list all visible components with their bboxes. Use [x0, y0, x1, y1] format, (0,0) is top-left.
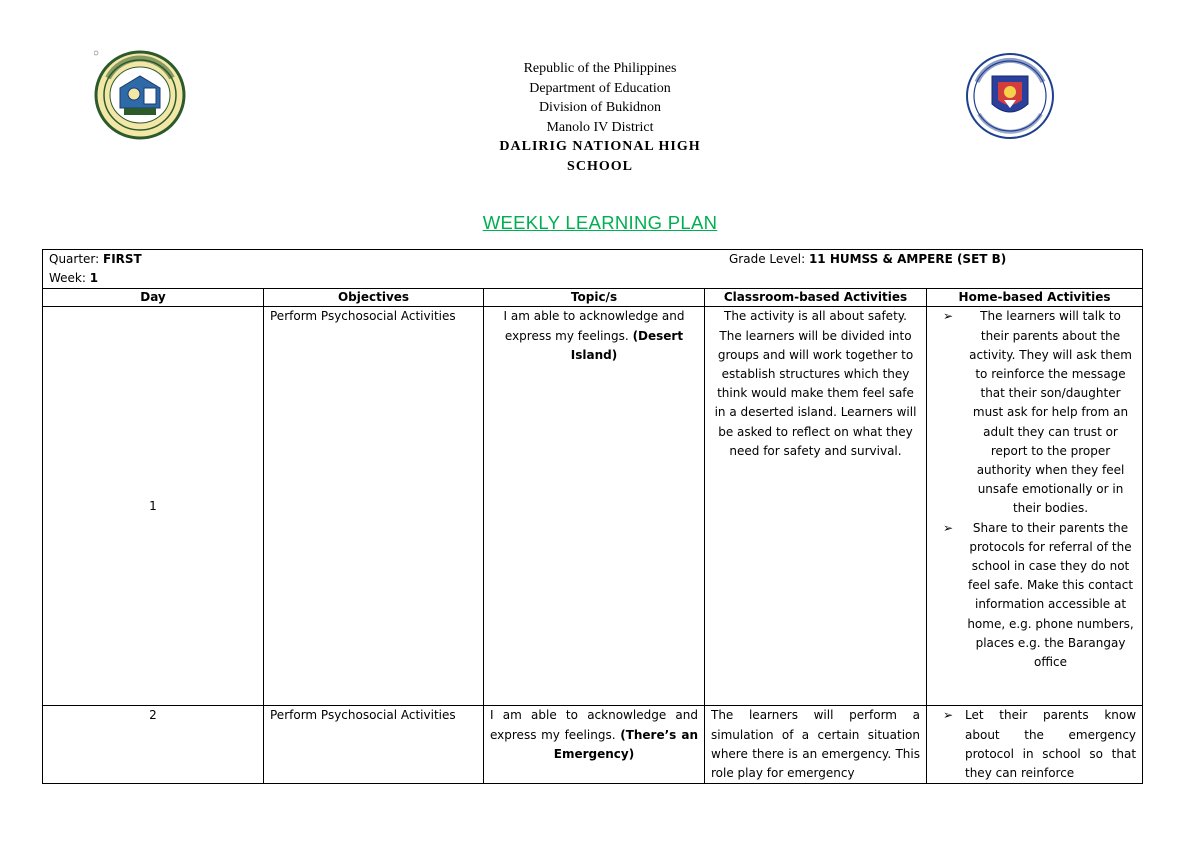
objective-cell: Perform Psychosocial Activities [264, 307, 484, 706]
grade-level-field [729, 250, 1006, 269]
home-activity-cell [927, 706, 1143, 784]
topic-text: I am able to acknowledge and express my feelings. [503, 309, 685, 343]
grade-level-value: 11 HUMSS & AMPERE (SET B) [808, 252, 1007, 266]
header-objectives: Objectives [264, 289, 484, 307]
letterhead-school-name-2: SCHOOL [567, 158, 633, 174]
list-item [933, 706, 1136, 783]
letterhead-school-name-1: DALIRIG NATIONAL HIGH [499, 139, 701, 154]
quarter-value: FIRST [103, 252, 142, 266]
home-activity-cell [927, 307, 1143, 706]
topic-wrap [490, 706, 698, 783]
week-value: 1 [89, 271, 99, 286]
home-activity-text: Share to their parents the protocols for referral of the school in case they do not feel safe. Make this contact information accessible at home, e.g. phone numbers, places e.g. the Barangay office [967, 520, 1134, 670]
topic-text: I am able to acknowledge and express my feelings. [490, 708, 698, 742]
home-activity-text: Let their parents know about the emergency protocol in school so that they can reinforce [965, 708, 1137, 781]
header-topics: Topic/s [484, 289, 705, 307]
classroom-activity-cell: The activity is all about safety. The learners will be divided into groups and will work together to establish structures which they think would make them feel safe in a deserted island. Learners will be asked to reflect on what they need for safety and survival. [705, 307, 927, 706]
arrow-bullet-icon: ➢ [943, 708, 954, 723]
classroom-activity-cell [705, 706, 927, 784]
arrow-bullet-icon: ➢ [943, 309, 954, 324]
topic-title: (Desert Island) [570, 328, 684, 362]
table-row [43, 307, 1143, 706]
quarter-field [49, 250, 729, 269]
home-activity-text: The learners will talk to their parents about the activity. They will ask them to reinforce the message that their son/daughter must ask for help from an adult they can trust or report to the proper authority when they feel unsafe emotionally or in their bodies. [969, 309, 1132, 516]
classroom-activity-text: The learners will perform a simulation of a certain situation where there is an emergency. This role play for emergency [711, 708, 920, 781]
week-field [49, 269, 1136, 288]
list-item [933, 519, 1136, 673]
day-cell: 1 [43, 307, 264, 706]
letterhead-department: Department of Education [529, 80, 671, 96]
topic-cell [484, 307, 705, 706]
school-seal-logo [94, 50, 186, 140]
header-classroom-activities: Classroom-based Activities [705, 289, 927, 307]
objective-text: Perform Psychosocial Activities [270, 708, 456, 723]
letterhead-division: Division of Bukidnon [538, 100, 662, 115]
list-item [933, 307, 1136, 518]
topic-title: (There’s an Emergency) [553, 727, 698, 761]
day-cell [43, 706, 264, 784]
week-label: Week: [49, 271, 90, 286]
day-value: 2 [149, 708, 157, 723]
arrow-bullet-icon: ➢ [943, 520, 954, 535]
header-day: Day [43, 289, 264, 307]
objective-cell [264, 706, 484, 784]
plan-info-row [43, 250, 1143, 289]
deped-seal-logo [965, 52, 1055, 140]
letterhead-district: Manolo IV District [546, 119, 654, 135]
letterhead [400, 59, 800, 176]
header-home-activities: Home-based Activities [927, 289, 1143, 307]
table-row [43, 706, 1143, 784]
document-title: WEEKLY LEARNING PLAN [482, 212, 718, 233]
topic-cell [484, 706, 705, 784]
weekly-plan-table [42, 249, 1143, 784]
letterhead-republic: Republic of the Philippines [523, 61, 677, 76]
quarter-label: Quarter: [49, 252, 104, 266]
grade-level-label: Grade Level: [729, 252, 809, 266]
table-header-row [43, 289, 1143, 307]
home-activity-wrap [933, 706, 1136, 783]
plan-info-cell [43, 250, 1143, 289]
